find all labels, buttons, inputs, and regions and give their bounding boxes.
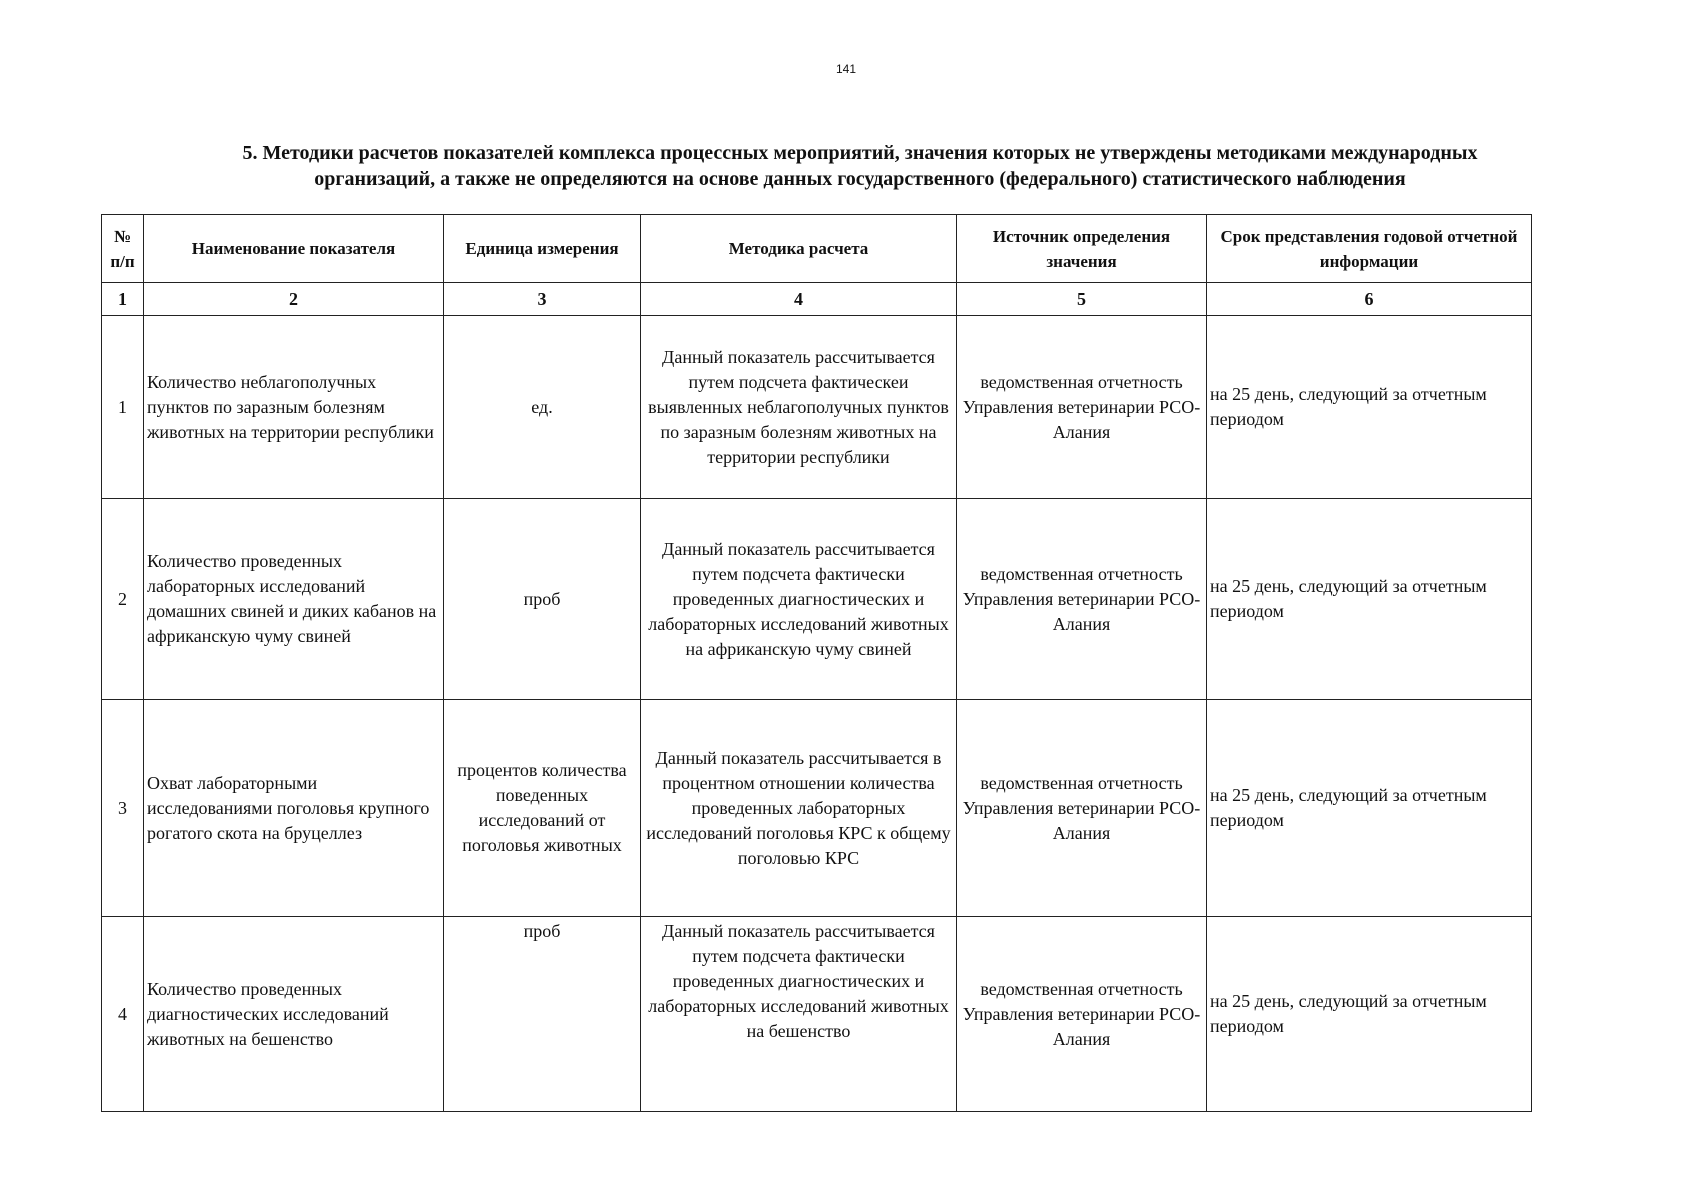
header-row: [102, 215, 1532, 283]
header-name: Наименование показателя: [144, 215, 444, 283]
row-number: 1: [102, 316, 144, 499]
unit: процентов количества поведенных исследований от поголовья животных: [444, 700, 641, 917]
indicators-table: [101, 214, 1532, 1112]
header-method: Методика расчета: [641, 215, 957, 283]
data-source: ведомственная отчетность Управления ветеринарии РСО-Алания: [957, 917, 1207, 1112]
column-number: 3: [444, 283, 641, 316]
table-row: [102, 700, 1532, 917]
page-number: 141: [835, 62, 857, 76]
row-number: 4: [102, 917, 144, 1112]
indicator-name: Количество проведенных лабораторных исследований домашних свиней и диких кабанов на африканскую чуму свиней: [144, 499, 444, 700]
indicator-name: Количество неблагополучных пунктов по заразным болезням животных на территории республики: [144, 316, 444, 499]
title-line-2: организаций, а также не определяются на основе данных государственного (федерального) статистического наблюдения: [314, 168, 1406, 190]
column-number: 4: [641, 283, 957, 316]
unit: проб: [444, 499, 641, 700]
data-source: ведомственная отчетность Управления ветеринарии РСО-Алания: [957, 316, 1207, 499]
column-number: 1: [102, 283, 144, 316]
reporting-deadline: на 25 день, следующий за отчетным периодом: [1207, 700, 1532, 917]
table-row: [102, 499, 1532, 700]
calculation-method: Данный показатель рассчитывается в процентном отношении количества проведенных лабораторных исследований поголовья КРС к общему поголовью КРС: [641, 700, 957, 917]
row-number: 3: [102, 700, 144, 917]
unit: ед.: [444, 316, 641, 499]
unit: проб: [444, 917, 641, 1112]
reporting-deadline: на 25 день, следующий за отчетным периодом: [1207, 499, 1532, 700]
indicator-name: Количество проведенных диагностических исследований животных на бешенство: [144, 917, 444, 1112]
column-number: 6: [1207, 283, 1532, 316]
table-row: [102, 917, 1532, 1112]
header-unit: Единица измерения: [444, 215, 641, 283]
header-source: Источник определения значения: [957, 215, 1207, 283]
table-row: [102, 316, 1532, 499]
calculation-method: Данный показатель рассчитывается путем подсчета фактически проведенных диагностических и лабораторных исследований животных на бешенство: [641, 917, 957, 1112]
calculation-method: Данный показатель рассчитывается путем подсчета фактическеи выявленных неблагополучных пунктов по заразным болезням животных на территории республики: [641, 316, 957, 499]
column-number: 5: [957, 283, 1207, 316]
header-num: № п/п: [102, 215, 144, 283]
title-line-1: 5. Методики расчетов показателей комплекса процессных мероприятий, значения которых не утверждены методиками международных: [242, 142, 1478, 164]
calculation-method: Данный показатель рассчитывается путем подсчета фактически проведенных диагностических и лабораторных исследований животных на африканскую чуму свиней: [641, 499, 957, 700]
data-source: ведомственная отчетность Управления ветеринарии РСО-Алания: [957, 700, 1207, 917]
column-number-row: [102, 283, 1532, 316]
indicator-name: Охват лабораторными исследованиями поголовья крупного рогатого скота на бруцеллез: [144, 700, 444, 917]
header-deadline: Срок представления годовой отчетной информации: [1207, 215, 1532, 283]
reporting-deadline: на 25 день, следующий за отчетным периодом: [1207, 917, 1532, 1112]
row-number: 2: [102, 499, 144, 700]
reporting-deadline: на 25 день, следующий за отчетным периодом: [1207, 316, 1532, 499]
section-title: [90, 140, 1630, 192]
column-number: 2: [144, 283, 444, 316]
data-source: ведомственная отчетность Управления ветеринарии РСО-Алания: [957, 499, 1207, 700]
